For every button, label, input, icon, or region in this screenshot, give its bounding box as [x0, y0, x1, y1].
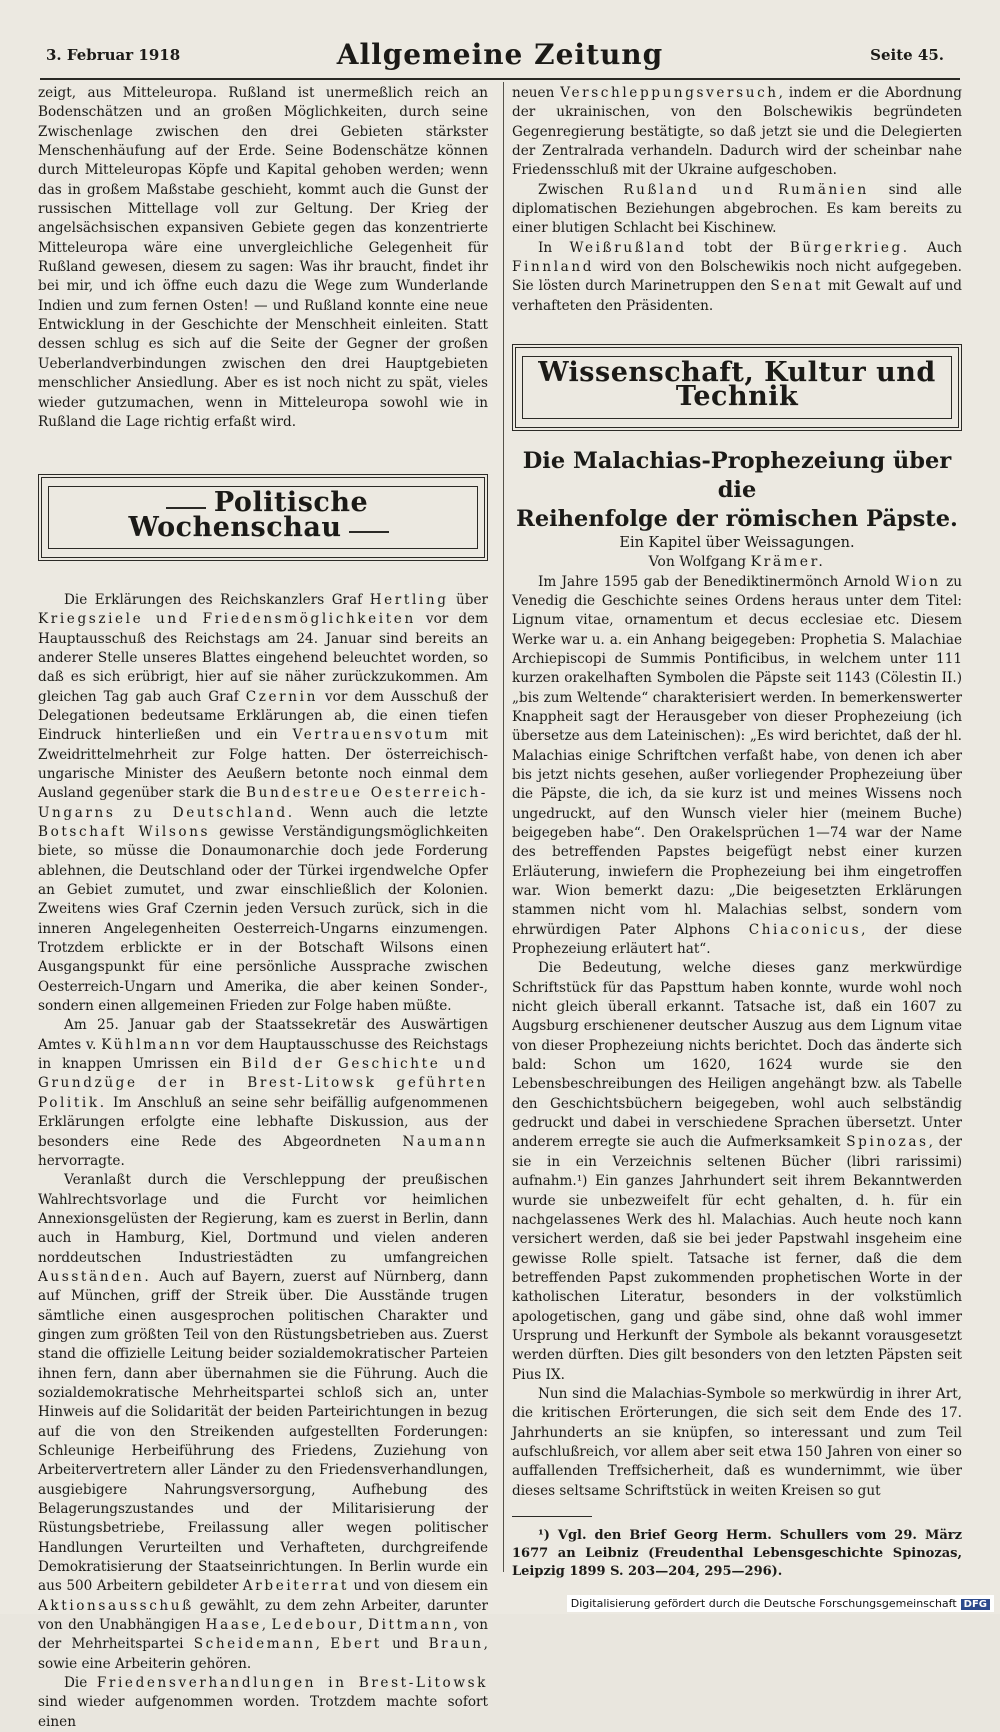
article-subtitle: Ein Kapitel über Weissagungen.: [619, 534, 855, 551]
section-header-wissenschaft: [512, 344, 962, 431]
page-number: Seite 45.: [870, 46, 944, 64]
paragraph-kuehlmann: Am 25. Januar gab der Staatssekretär des Auswärtigen Amtes v. Kühlmann vor dem Hauptausschusse des Reichstags in knappen Umrissen ein Bild der Geschichte und Grundzüge der in Brest-Litowsk geführten Politik. Im Anschluß an seine sehr beifällig aufgenommenen Erklärungen erfolgte eine lebhafte Diskussion, aus der besonders eine Rede des Abgeordneten Naumann hervorragte.: [38, 1017, 488, 1169]
article-title-line-1: Die Malachias-Prophezeiung über die: [522, 447, 952, 503]
article-paragraph-2: Die Bedeutung, welche dieses ganz merkwürdige Schriftstück für das Papsttum haben konnte, wurde wohl noch nicht gleich überall erkannt. Tatsache ist, daß ein 1607 zu Augsburg erschienener deutscher Auszug aus dem Lignum vitae von dieser Prophezeiung nichts berichtet. Doch das änderte sich bald: Schon um 1620, 1624 wurde sie den Lebensbeschreibungen des Heiligen angehängt bzw. als Tabelle den Geschichtsbüchern beigegeben, wohl auch selbständig gedruckt und dabei in verschiedene Sprachen übersetzt. Unter anderem erregte sie auch die Aufmerksamkeit Spinozas, der sie in ein Verzeichnis seltenen Bücher (libri rarissimi) aufnahm.¹) Ein ganzes Jahrhundert seit ihrem Bekanntwerden wurde sie unbezweifelt für echt gehalten, d. h. für ein nachgelassenes Werk des hl. Malachias. Auch heute noch kann versichert werden, daß sie bei jeder Papstwahl insgeheim eine gewisse Rolle spielt. Tatsache ist ferner, daß die dem betreffenden Papst zukommenden prophetischen Worte in der katholischen Literatur, besonders in der volkstümlich apologetischen, gang und gäbe sind, ohne daß wohl immer Ursprung und Herkunft der Symbole als bekannt vorausgesetzt werden dürften. Dies gilt besonders von den letzten Päpsten seit Pius IX.: [512, 960, 962, 1383]
intro-paragraph: zeigt, aus Mitteleuropa. Rußland ist unermeßlich reich an Bodenschätzen und an großen Möglichkeiten, durch seine Zwischenlage zwischen den drei Gebieten stärkster Menschenhäufung auf der Erde. Seine Bodenschätze können durch Mitteleuropas Köpfe und Kapital gehoben werden; wenn das in großem Maßstabe geschieht, kommt auch die Gunst der russischen Mittellage voll zur Geltung. Der Krieg der angelsächsischen expansiven Gebiete gegen das konzentrierte Mitteleuropa wäre eine unvergleichliche Gelegenheit für Rußland gewesen, diesem zu sagen: Was ihr braucht, findet ihr bei mir, und ich öffne euch dazu die Wege zum Wunderlande Indien und zum fernen Osten! — und Rußland konnte eine neue Entwicklung in der Geschichte der Menschheit einleiten. Statt dessen schlug es sich auf die Seite der Gegner der großen Ueberlandverbindungen zwischen den drei Hauptgebieten menschlicher Ansiedlung. Aber es ist noch nicht zu spät, vieles wieder gutzumachen, wenn in Mitteleuropa sowohl wie in Rußland die Lage richtig erfaßt wird.: [38, 85, 488, 430]
section-title-wissenschaft: Wissenschaft, Kultur und Technik: [538, 357, 936, 413]
right-column: [512, 84, 962, 1581]
section-header-politische-wochenschau: [38, 474, 488, 561]
paragraph-verschleppung: neuen Verschleppungsversuch, indem er die Abordnung der ukrainischen, von den Bolschewikis begründeten Gegenregierung bestätigte, so daß jetzt sie und die Delegierten der Zentralrada verhandeln. Dadurch wird der scheinbar nahe Friedensschluß mit der Ukraine aufgeschoben.: [512, 85, 962, 179]
article-author: Von Wolfgang Krämer.: [648, 554, 826, 571]
paragraph-weissrussland: In Weißrußland tobt der Bürgerkrieg. Auch Finnland wird von den Bolschewikis noch nicht aufgegeben. Sie lösten durch Marinetruppen den Senat mit Gewalt auf und verhafteten den Präsidenten.: [512, 239, 962, 314]
footnote-rule: [512, 1516, 592, 1517]
digitization-credit: Digitalisierung gefördert durch die Deutsche Forschungsgemeinschaft DFG: [567, 1595, 994, 1612]
article-paragraph-1: Im Jahre 1595 gab der Benediktinermönch Arnold Wion zu Venedig die Geschichte seines Ordens heraus unter dem Titel: Lignum vitae, ornamentum et decus ecclesiae etc. Diesem Werke war u. a. ein Anhang beigegeben: Prophetia S. Malachiae Archiepiscopi de Summis Pontificibus, in welchem unter 111 kurzen orakelhaften Symbolen die Päpste seit 1143 (Cölestin II.) „bis zum Weltende“ charakterisiert werden. In bemerkenswerter Knappheit sagt der Herausgeber von dieser Prophezeiung (ich übersetze aus dem Lateinischen): „Es wird berichtet, daß der hl. Malachias einige Schriftchen verfaßt habe, von denen ich aber bis jetzt nichts gesehen, außer vorliegender Prophezeiung über die Päpste, die ich, da sie kurz ist und meines Wissens noch ungedruckt, auf den Wunsch vieler hier (meinem Buche) beigegeben habe“. Den Orakelsprüchen 1—74 war der Name des betreffenden Papstes beigefügt nebst einer kurzen Erläuterung, inwiefern die Prophezeiung bei ihm eingetroffen war. Wion bemerkt dazu: „Die beigesetzten Erklärungen stammen nicht vom hl. Malachias selbst, sondern vom ehrwürdigen Pater Alphons Chiaconicus, der diese Prophezeiung erläutert hat“.: [512, 573, 962, 958]
ornament-left: [166, 507, 206, 509]
column-divider: [503, 82, 504, 1572]
article-paragraph-3: Nun sind die Malachias-Symbole so merkwürdig in ihrer Art, die kritischen Erörterungen, die sich seit dem Ende des 17. Jahrhunderts an sie knüpfen, so interessant und zum Teil aufschlußreich, vor allem aber seit etwa 150 Jahren von einer so auffallenden Treffsicherheit, daß es wundernimmt, wie über dieses seltsame Schriftstück in weiten Kreisen so gut: [512, 1385, 962, 1499]
newspaper-title: Allgemeine Zeitung: [336, 38, 664, 71]
dfg-logo-icon: DFG: [961, 1599, 990, 1610]
section-title-politische-wochenschau: Politische Wochenschau: [128, 487, 369, 543]
footnote: ¹) Vgl. den Brief Georg Herm. Schullers vom 29. März 1677 an Leibniz (Freudenthal Lebensgeschichte Spinozas, Leipzig 1899 S. 203—204, 295—296).: [512, 1528, 962, 1579]
paragraph-hertling: Die Erklärungen des Reichskanzlers Graf Hertling über Kriegsziele und Friedensmöglichkeiten vor dem Hauptausschuß des Reichstags am 24. Januar sind bereits an anderer Stelle unseres Blattes eingehend beleuchtet worden, so daß es sich erübrigt, hier auf sie näher zurückzukommen. Am gleichen Tag gab auch Graf Czernin vor dem Ausschuß der Delegationen bedeutsame Erklärungen ab, die einen tiefen Eindruck hinterließen und ein Vertrauensvotum mit Zweidrittelmehrheit zur Folge hatten. Der österreichisch-ungarische Minister des Aeußern betonte noch einmal dem Ausland gegenüber stark die Bundestreue Oesterreich-Ungarns zu Deutschland. Wenn auch die letzte Botschaft Wilsons gewisse Verständigungsmöglichkeiten biete, so müsse die Donaumonarchie doch jede Forderung ablehnen, die Deutschland oder der Türkei irgendwelche Opfer an Gebiet zumutet, und zwar einschließlich der Kolonien. Zweitens wies Graf Czernin jeden Versuch zurück, sich in die inneren Angelegenheiten Oesterreich-Ungarns einzumengen. Trotzdem erblickte er in der Botschaft Wilsons einen Ausgangspunkt für eine persönliche Aussprache zwischen Oesterreich-Ungarn und Amerika, die aber keinen Sonder-, sondern einen allgemeinen Frieden zur Folge haben müßte.: [38, 591, 489, 1015]
header-rule: [40, 78, 960, 80]
paragraph-friedensverhandlungen: Die Friedensverhandlungen in Brest-Litowsk sind wieder aufgenommen worden. Trotzdem machte sofort einen: [38, 1675, 488, 1730]
article-title-line-2: Reihenfolge der römischen Päpste.: [516, 505, 958, 532]
left-column: [38, 84, 488, 1732]
paragraph-ausstaende: Veranlaßt durch die Verschleppung der preußischen Wahlrechtsvorlage und die Furcht vor heimlichen Annexionsgelüsten der Regierung, kam es zuerst in Berlin, dann auch in Hamburg, Kiel, Dortmund und vielen anderen norddeutschen Industriestädten zu umfangreichen Ausständen. Auch auf Bayern, zuerst auf Nürnberg, dann auf München, griff der Streik über. Die Ausstände trugen sämtliche einen ausgesprochen politischen Charakter und gingen zum größten Teil von den Rüstungsbetrieben aus. Zuerst stand die offizielle Leitung beider sozialdemokratischer Parteien ihnen fern, dann aber übernahmen sie die Führung. Auch die sozialdemokratische Mehrheitspartei schloß sich an, unter Hinweis auf die Solidarität der beiden Parteirichtungen in bezug auf die von den Streikenden aufgestellten Forderungen: Schleunige Herbeiführung des Friedens, Zuziehung von Arbeitervertretern aller Länder zu den Friedensverhandlungen, ausgiebigere Nahrungsversorgung, Aufhebung des Belagerungszustandes und der Militarisierung der Rüstungsbetriebe, Freilassung aller wegen politischer Handlungen Verurteilten und Verhafteten, durchgreifende Demokratisierung der Staatseinrichtungen. In Berlin wurde ein aus 500 Arbeitern gebildeter Arbeiterrat und von diesem ein Aktionsausschuß gewählt, zu dem zehn Arbeiter, darunter von den Unabhängigen Haase, Ledebour, Dittmann, von der Mehrheitspartei Scheidemann, Ebert und Braun, sowie eine Arbeiterin gehören.: [38, 1172, 488, 1672]
paragraph-russland-rumaenien: Zwischen Rußland und Rumänien sind alle diplomatischen Beziehungen abgebrochen. Es kam bereits zu einer blutigen Schlacht bei Kischinew.: [512, 181, 962, 237]
ornament-right: [349, 531, 389, 533]
issue-date: 3. Februar 1918: [46, 46, 181, 64]
article-title: [512, 447, 962, 534]
